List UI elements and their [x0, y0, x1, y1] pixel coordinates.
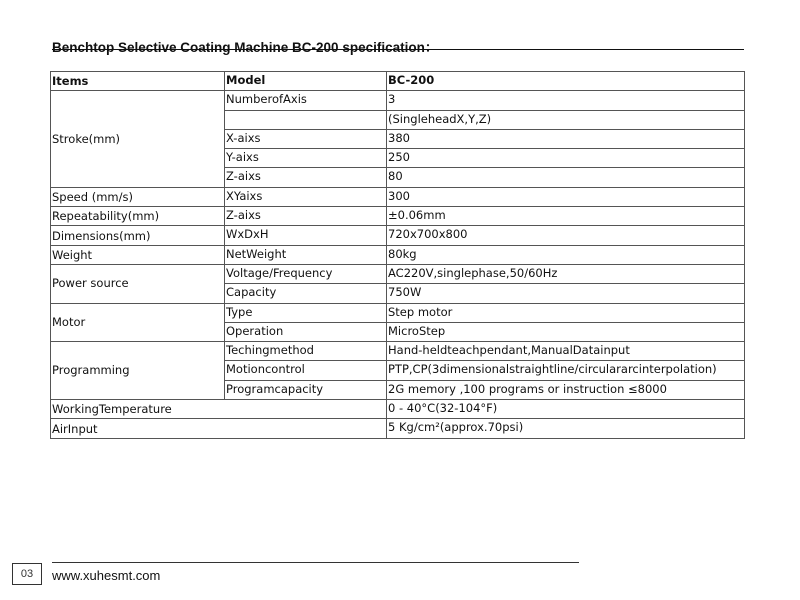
air-input-label: AirInput [51, 419, 387, 438]
row-value: Step motor [387, 303, 745, 322]
weight-label: Weight [51, 245, 225, 264]
table-row [51, 400, 745, 419]
table-row [51, 245, 745, 264]
row-value: (SingleheadX,Y,Z) [387, 110, 745, 129]
row-value: 5 Kg/cm²(approx.70psi) [387, 419, 745, 438]
working-temperature-label: WorkingTemperature [51, 400, 387, 419]
row-value: 80kg [387, 245, 745, 264]
row-value: 3 [387, 91, 745, 110]
row-param: Z-aixs [225, 168, 387, 187]
row-param: Techingmethod [225, 342, 387, 361]
row-value: 250 [387, 149, 745, 168]
row-value: 0 - 40°C(32-104°F) [387, 400, 745, 419]
row-param: Z-aixs [225, 207, 387, 226]
row-value: 2G memory ,100 programs or instruction ≤8000 [387, 380, 745, 399]
row-value: 750W [387, 284, 745, 303]
repeatability-label: Repeatability(mm) [51, 207, 225, 226]
table-row [51, 207, 745, 226]
table-row [51, 303, 745, 322]
row-param: XYaixs [225, 187, 387, 206]
dimensions-label: Dimensions(mm) [51, 226, 225, 245]
table-row [51, 226, 745, 245]
motor-label: Motor [51, 303, 225, 342]
row-param: Programcapacity [225, 380, 387, 399]
row-param: WxDxH [225, 226, 387, 245]
row-value: PTP,CP(3dimensionalstraightline/circulararcinterpolation) [387, 361, 745, 380]
row-value: ±0.06mm [387, 207, 745, 226]
header-value: BC-200 [387, 72, 745, 91]
table-row [51, 342, 745, 361]
row-value: 300 [387, 187, 745, 206]
table-row [51, 91, 745, 110]
table-row [51, 419, 745, 438]
row-value: AC220V,singlephase,50/60Hz [387, 264, 745, 283]
row-value: 80 [387, 168, 745, 187]
table-row [51, 264, 745, 283]
row-param: NetWeight [225, 245, 387, 264]
spec-table [50, 71, 745, 439]
stroke-label: Stroke(mm) [51, 91, 225, 187]
footer-rule [52, 562, 579, 563]
website-link[interactable]: www.xuhesmt.com [52, 568, 161, 583]
row-value: Hand-heldteachpendant,ManualDatainput [387, 342, 745, 361]
header-model: Model [225, 72, 387, 91]
row-value: 720x700x800 [387, 226, 745, 245]
row-value: 380 [387, 129, 745, 148]
programming-label: Programming [51, 342, 225, 400]
row-param: Operation [225, 322, 387, 341]
title-underline [52, 49, 744, 50]
row-param: X-aixs [225, 129, 387, 148]
table-header-row [51, 72, 745, 91]
row-param: Y-aixs [225, 149, 387, 168]
speed-label: Speed (mm/s) [51, 187, 225, 206]
row-param: Motioncontrol [225, 361, 387, 380]
row-param [225, 110, 387, 129]
row-param: Type [225, 303, 387, 322]
table-row [51, 187, 745, 206]
row-param: Voltage/Frequency [225, 264, 387, 283]
row-value: MicroStep [387, 322, 745, 341]
row-param: NumberofAxis [225, 91, 387, 110]
power-label: Power source [51, 264, 225, 303]
row-param: Capacity [225, 284, 387, 303]
page-title: Benchtop Selective Coating Machine BC-200 specification： [52, 40, 439, 55]
page-number: 03 [12, 563, 42, 585]
header-items: Items [51, 72, 225, 91]
